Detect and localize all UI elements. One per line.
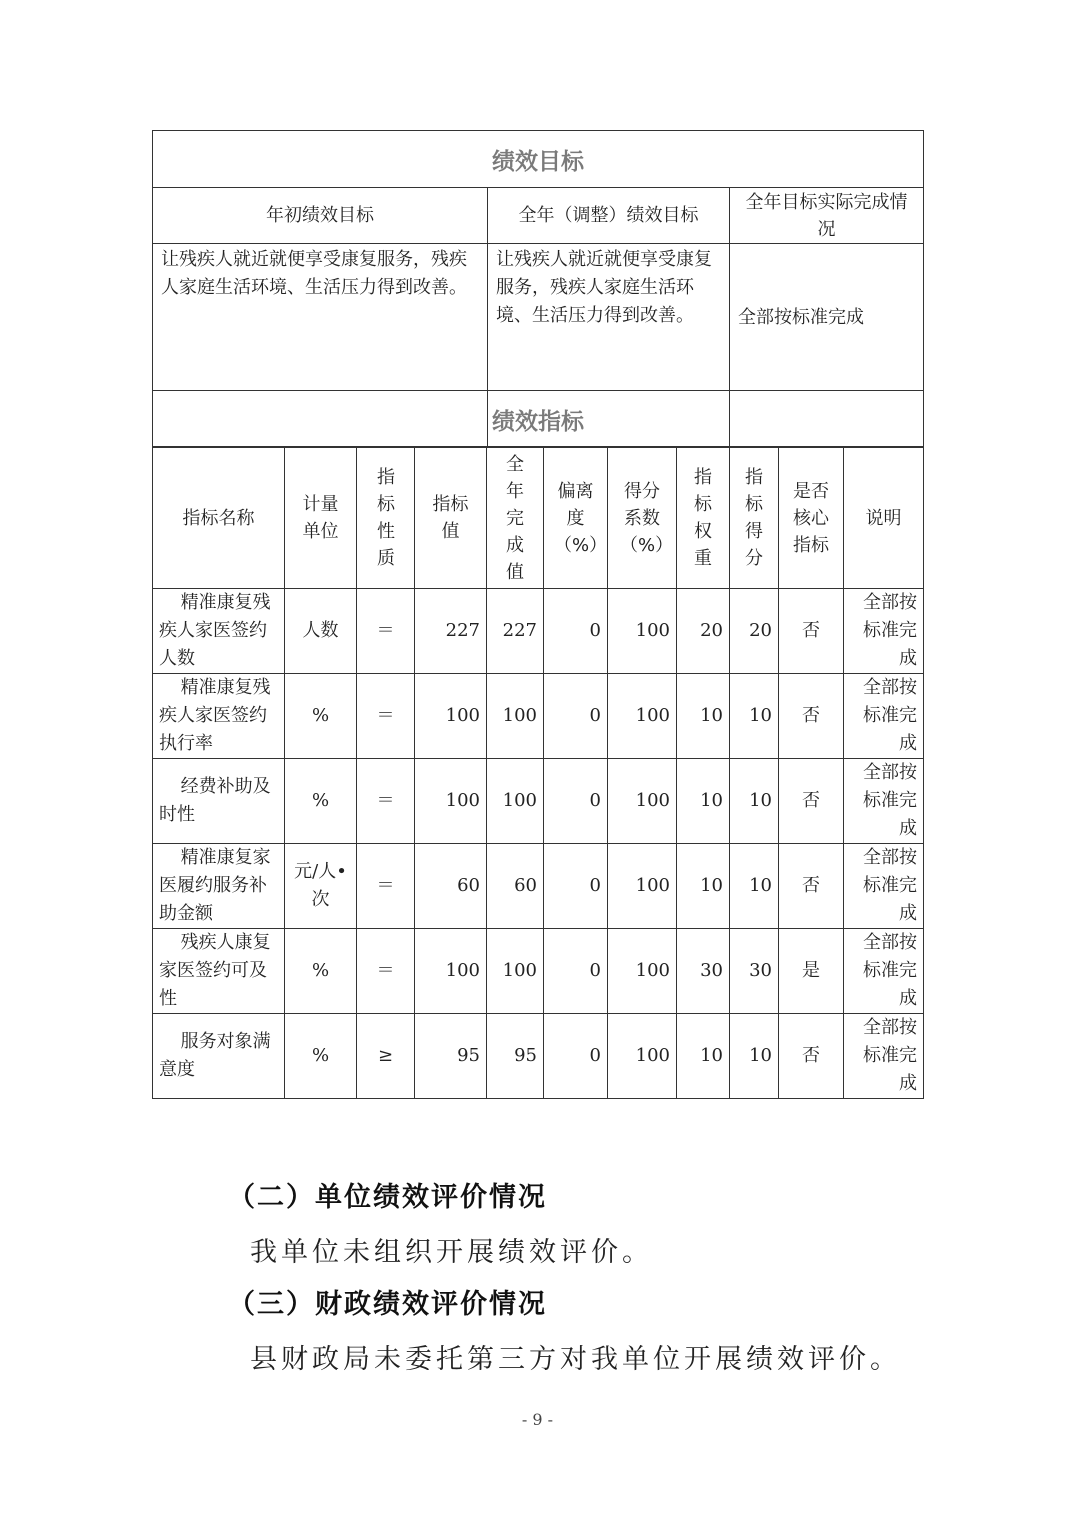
deviation-cell: 0 xyxy=(544,929,608,1014)
unit-cell: 人数 xyxy=(285,589,357,674)
indicators-title: 绩效指标 xyxy=(153,391,924,448)
actual-value-cell: 100 xyxy=(487,674,544,759)
header-actual-completion: 全年目标实际完成情况 xyxy=(730,188,924,244)
indicator-name-cell: 服务对象满意度 xyxy=(153,1014,285,1099)
target-value-cell: 100 xyxy=(415,674,487,759)
header-weight: 指标权重 xyxy=(677,448,730,589)
page-number: - 9 - xyxy=(521,1410,554,1429)
target-value-cell: 95 xyxy=(415,1014,487,1099)
note-cell: 全部按标准完成 xyxy=(844,844,924,929)
note-cell: 全部按标准完成 xyxy=(844,759,924,844)
deviation-cell: 0 xyxy=(544,1014,608,1099)
header-target-value: 指标值 xyxy=(415,448,487,589)
unit-eval-heading: （二）单位绩效评价情况 xyxy=(228,1182,547,1213)
core-flag-cell: 否 xyxy=(779,759,844,844)
header-indicator-name: 指标名称 xyxy=(153,448,285,589)
actual-value-cell: 227 xyxy=(487,589,544,674)
core-flag-cell: 否 xyxy=(779,589,844,674)
deviation-cell: 0 xyxy=(544,674,608,759)
deviation-cell: 0 xyxy=(544,589,608,674)
header-score: 指标得分 xyxy=(730,448,779,589)
table-row xyxy=(153,929,924,1014)
header-note: 说明 xyxy=(844,448,924,589)
indicator-name-cell: 精准康复家医履约服务补助金额 xyxy=(153,844,285,929)
indicator-name-cell: 精准康复残疾人家医签约执行率 xyxy=(153,674,285,759)
weight-cell: 10 xyxy=(677,674,730,759)
actual-completion-text: 全部按标准完成 xyxy=(730,244,924,447)
indicator-name-cell: 精准康复残疾人家医签约人数 xyxy=(153,589,285,674)
header-unit: 计量单位 xyxy=(285,448,357,589)
finance-eval-heading: （三）财政绩效评价情况 xyxy=(228,1289,547,1320)
header-actual-value: 全年完成值 xyxy=(487,448,544,589)
deviation-cell: 0 xyxy=(544,844,608,929)
coefficient-cell: 100 xyxy=(608,674,677,759)
header-coefficient: 得分系数（%） xyxy=(608,448,677,589)
header-core: 是否核心指标 xyxy=(779,448,844,589)
table-row xyxy=(153,759,924,844)
score-cell: 20 xyxy=(730,589,779,674)
nature-cell: ＝ xyxy=(357,589,415,674)
weight-cell: 10 xyxy=(677,759,730,844)
table-row xyxy=(153,1014,924,1099)
coefficient-cell: 100 xyxy=(608,929,677,1014)
header-deviation: 偏离度（%） xyxy=(544,448,608,589)
unit-eval-text: 我单位未组织开展绩效评价。 xyxy=(250,1237,653,1268)
adjusted-goal-text: 让残疾人就近就便享受康复服务，残疾人家庭生活环境、生活压力得到改善。 xyxy=(488,244,730,447)
note-cell: 全部按标准完成 xyxy=(844,1014,924,1099)
note-cell: 全部按标准完成 xyxy=(844,929,924,1014)
score-cell: 10 xyxy=(730,759,779,844)
nature-cell: ＝ xyxy=(357,674,415,759)
table-row xyxy=(153,844,924,929)
core-flag-cell: 否 xyxy=(779,1014,844,1099)
weight-cell: 10 xyxy=(677,1014,730,1099)
coefficient-cell: 100 xyxy=(608,1014,677,1099)
actual-value-cell: 100 xyxy=(487,759,544,844)
weight-cell: 30 xyxy=(677,929,730,1014)
deviation-cell: 0 xyxy=(544,759,608,844)
note-cell: 全部按标准完成 xyxy=(844,589,924,674)
target-value-cell: 100 xyxy=(415,929,487,1014)
coefficient-cell: 100 xyxy=(608,844,677,929)
finance-eval-text: 县财政局未委托第三方对我单位开展绩效评价。 xyxy=(250,1344,901,1375)
indicator-name-cell: 经费补助及时性 xyxy=(153,759,285,844)
indicator-name-cell: 残疾人康复家医签约可及性 xyxy=(153,929,285,1014)
coefficient-cell: 100 xyxy=(608,589,677,674)
actual-value-cell: 95 xyxy=(487,1014,544,1099)
header-adjusted-goal: 全年（调整）绩效目标 xyxy=(488,188,730,244)
target-value-cell: 100 xyxy=(415,759,487,844)
score-cell: 10 xyxy=(730,1014,779,1099)
score-cell: 10 xyxy=(730,674,779,759)
table-row xyxy=(153,589,924,674)
coefficient-cell: 100 xyxy=(608,759,677,844)
goals-title: 绩效目标 xyxy=(153,131,924,188)
core-flag-cell: 是 xyxy=(779,929,844,1014)
unit-cell: % xyxy=(285,759,357,844)
header-nature: 指标性质 xyxy=(357,448,415,589)
target-value-cell: 227 xyxy=(415,589,487,674)
actual-value-cell: 100 xyxy=(487,929,544,1014)
nature-cell: ＝ xyxy=(357,844,415,929)
nature-cell: ＝ xyxy=(357,929,415,1014)
note-cell: 全部按标准完成 xyxy=(844,674,924,759)
nature-cell: ≥ xyxy=(357,1014,415,1099)
unit-cell: 元/人•次 xyxy=(285,844,357,929)
unit-cell: % xyxy=(285,1014,357,1099)
unit-cell: % xyxy=(285,674,357,759)
nature-cell: ＝ xyxy=(357,759,415,844)
header-initial-goal: 年初绩效目标 xyxy=(153,188,488,244)
core-flag-cell: 否 xyxy=(779,844,844,929)
target-value-cell: 60 xyxy=(415,844,487,929)
performance-indicators-table xyxy=(152,390,924,1099)
table-row xyxy=(153,674,924,759)
score-cell: 30 xyxy=(730,929,779,1014)
weight-cell: 10 xyxy=(677,844,730,929)
unit-cell: % xyxy=(285,929,357,1014)
score-cell: 10 xyxy=(730,844,779,929)
initial-goal-text: 让残疾人就近就便享受康复服务，残疾人家庭生活环境、生活压力得到改善。 xyxy=(153,244,488,447)
core-flag-cell: 否 xyxy=(779,674,844,759)
weight-cell: 20 xyxy=(677,589,730,674)
actual-value-cell: 60 xyxy=(487,844,544,929)
